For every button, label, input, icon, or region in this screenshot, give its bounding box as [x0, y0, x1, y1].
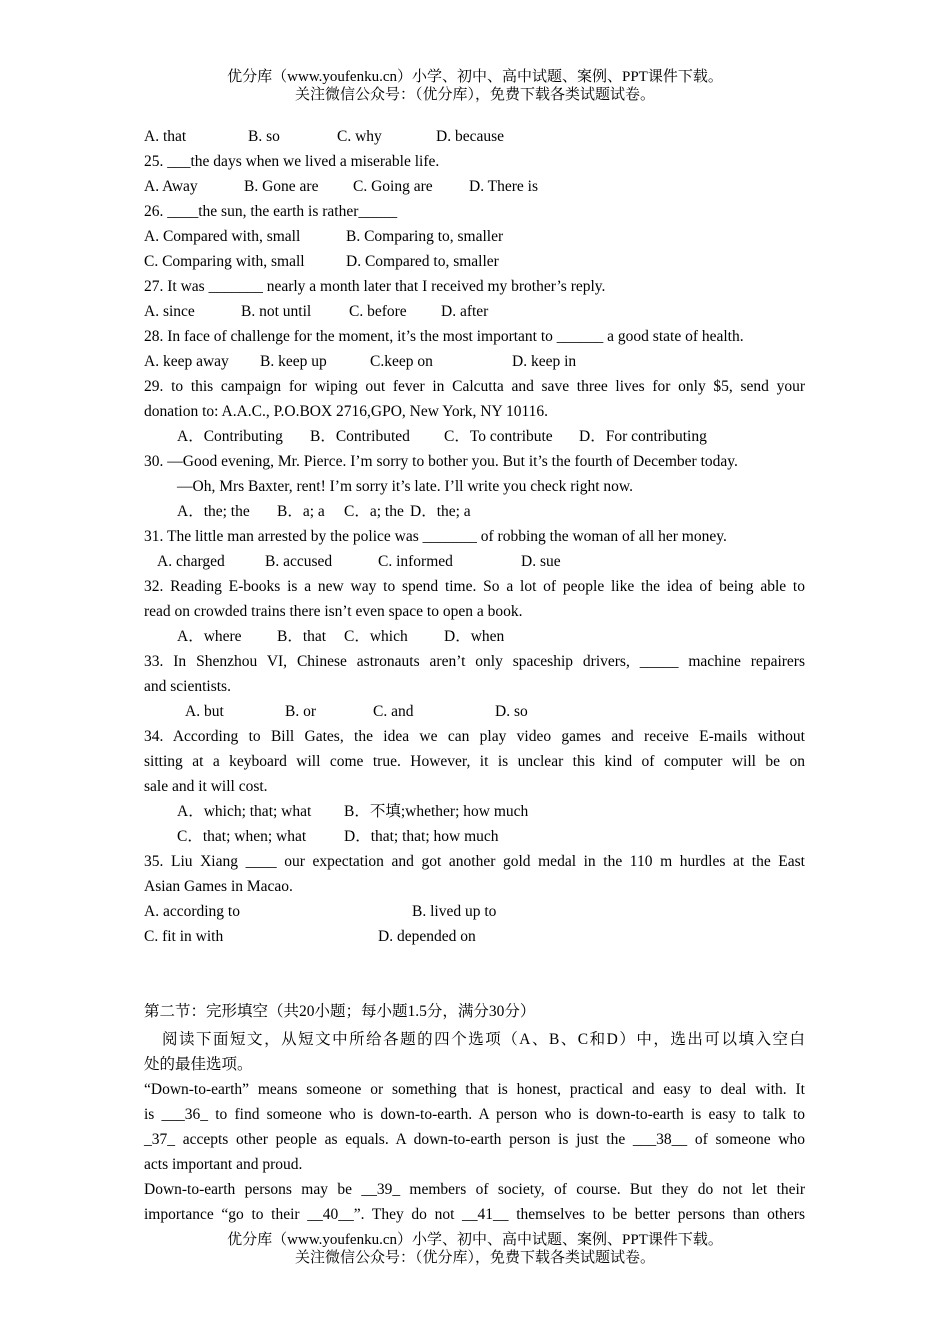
q28-option-b: B. keep up: [260, 353, 327, 370]
q31-option-d: D. sue: [521, 553, 561, 570]
q33-option-a: A. but: [185, 703, 224, 720]
q31-option-c: C. informed: [378, 553, 453, 570]
footer-line-1: 优分库（www.youfenku.cn）小学、初中、高中试题、案例、PPT课件下载。: [227, 1232, 723, 1248]
q25-options: [144, 174, 805, 199]
exam-content: [144, 124, 805, 1227]
q28-option-a: A. keep away: [144, 353, 229, 370]
q28-option-d: D. keep in: [512, 353, 577, 370]
q28-option-c: C.keep on: [370, 353, 433, 370]
q35-option-c: C. fit in with: [144, 928, 224, 945]
q29-options: [144, 424, 805, 449]
q35-options-row2: [144, 924, 805, 949]
q26-options-row2: [144, 249, 805, 274]
q33-stem-line-2: and scientists.: [144, 678, 231, 695]
q28-stem: 28. In face of challenge for the moment, it’s the most important to ______ a good state of health.: [144, 328, 744, 345]
q34-option-a: A．which; that; what: [177, 803, 312, 820]
q29-option-d: D．For contributing: [579, 428, 707, 445]
q26-option-d: D. Compared to, smaller: [346, 253, 499, 270]
q33-option-b: B. or: [285, 703, 316, 720]
q29-option-a: A．Contributing: [177, 428, 283, 445]
q35-stem-line-2: Asian Games in Macao.: [144, 878, 293, 895]
passage-line-3: _37_ accepts other people as equals. A down-to-earth person is just the ___38__ of someone who: [144, 1131, 805, 1148]
q30-stem-line-1: 30. —Good evening, Mr. Pierce. I’m sorry to bother you. But it’s the fourth of December today.: [144, 453, 738, 470]
q27-option-a: A. since: [144, 303, 195, 320]
q32-stem-line-2: read on crowded trains there isn’t even space to open a book.: [144, 603, 523, 620]
q34-option-c: C．that; when; what: [177, 828, 307, 845]
q32-option-a: A．where: [177, 628, 242, 645]
q27-option-c: C. before: [349, 303, 407, 320]
q30-options: [144, 499, 805, 524]
q25-option-d: D. There is: [469, 178, 539, 195]
q27-option-b: B. not until: [241, 303, 312, 320]
q24-option-c: C. why: [337, 128, 382, 145]
q33-option-c: C. and: [373, 703, 414, 720]
q34-stem-line-3: sale and it will cost.: [144, 778, 268, 795]
q28-options: [144, 349, 805, 374]
q31-option-a: A. charged: [157, 553, 225, 570]
q30-option-c: C．a; the: [344, 503, 404, 520]
q30-stem-line-2: —Oh, Mrs Baxter, rent! I’m sorry it’s late. I’ll write you check right now.: [177, 478, 633, 495]
q35-options-row1: [144, 899, 805, 924]
q26-option-b: B. Comparing to, smaller: [346, 228, 504, 245]
q32-option-c: C．which: [344, 628, 408, 645]
q34-option-b: B．不填;whether; how much: [344, 803, 529, 820]
section2-instruction-line-1: 阅读下面短文，从短文中所给各题的四个选项（A、B、C和D）中，选出可以填入空白: [162, 1031, 805, 1048]
q26-stem: 26. ____the sun, the earth is rather_____: [144, 203, 398, 220]
q29-option-b: B．Contributed: [310, 428, 410, 445]
section-gap: [144, 949, 805, 997]
header-line-1: 优分库（www.youfenku.cn）小学、初中、高中试题、案例、PPT课件下载。: [227, 69, 723, 85]
q27-option-d: D. after: [441, 303, 489, 320]
q31-option-b: B. accused: [265, 553, 333, 570]
q31-options: [144, 549, 805, 574]
q24-option-b: B. so: [248, 128, 280, 145]
q25-option-b: B. Gone are: [244, 178, 319, 195]
page-header: [0, 68, 950, 104]
section2-instruction-line-2: 处的最佳选项。: [144, 1056, 253, 1073]
q32-options: [144, 624, 805, 649]
q24-option-d: D. because: [436, 128, 504, 145]
footer-line-2: 关注微信公众号：（优分库），免费下载各类试题试卷。: [294, 1250, 655, 1266]
q26-option-c: C. Comparing with, small: [144, 253, 305, 270]
passage-line-4: acts important and proud.: [144, 1156, 303, 1173]
q30-option-a: A．the; the: [177, 503, 250, 520]
q34-option-d: D．that; that; how much: [344, 828, 499, 845]
q34-options-row2: [144, 824, 805, 849]
header-line-2: 关注微信公众号：（优分库），免费下载各类试题试卷。: [294, 87, 655, 103]
q30-option-b: B．a; a: [277, 503, 325, 520]
q25-stem: 25. ___the days when we lived a miserable life.: [144, 153, 440, 170]
q32-stem-line-1: 32. Reading E-books is a new way to spend time. So a lot of people like the idea of being able to: [144, 578, 805, 595]
q24-options: [144, 124, 805, 149]
q27-stem: 27. It was _______ nearly a month later that I received my brother’s reply.: [144, 278, 606, 295]
q32-option-d: D．when: [444, 628, 505, 645]
q29-stem-line-2: donation to: A.A.C., P.O.BOX 2716,GPO, New York, NY 10116.: [144, 403, 549, 420]
q34-stem-line-1: 34. According to Bill Gates, the idea we can play video games and receive E-mails without: [144, 728, 805, 745]
q33-stem-line-1: 33. In Shenzhou VI, Chinese astronauts aren’t only spaceship drivers, _____ machine repairers: [144, 653, 805, 670]
passage-line-5: Down-to-earth persons may be __39_ members of society, of course. But they do not let their: [144, 1181, 805, 1198]
passage-line-6: importance “go to their __40__”. They do not __41__ themselves to be better persons than others: [144, 1206, 805, 1223]
q29-stem-line-1: 29. to this campaign for wiping out fever in Calcutta and save three lives for only $5, send your: [144, 378, 805, 395]
q30-option-d: D．the; a: [410, 503, 471, 520]
q34-stem-line-2: sitting at a keyboard will come true. However, it is unclear this kind of computer will be on: [144, 753, 805, 770]
passage-line-1: “Down-to-earth” means someone or something that is honest, practical and easy to deal with. It: [144, 1081, 805, 1098]
q26-options-row1: [144, 224, 805, 249]
section2-title: 第二节：完形填空（共20小题；每小题1.5分，满分30分）: [144, 1003, 536, 1020]
q25-option-a: A. Away: [144, 178, 198, 195]
q33-options: [144, 699, 805, 724]
q25-option-c: C. Going are: [353, 178, 433, 195]
q29-option-c: C．To contribute: [444, 428, 553, 445]
q33-option-d: D. so: [495, 703, 528, 720]
q35-option-a: A. according to: [144, 903, 240, 920]
q35-stem-line-1: 35. Liu Xiang ____ our expectation and got another gold medal in the 110 m hurdles at the East: [144, 853, 805, 870]
q27-options: [144, 299, 805, 324]
q35-option-b: B. lived up to: [412, 903, 497, 920]
q34-options-row1: [144, 799, 805, 824]
q35-option-d: D. depended on: [378, 928, 476, 945]
q31-stem: 31. The little man arrested by the police was _______ of robbing the woman of all her money.: [144, 528, 727, 545]
passage-line-2: is ___36_ to find someone who is down-to-earth. A person who is down-to-earth is easy to talk to: [144, 1106, 805, 1123]
q26-option-a: A. Compared with, small: [144, 228, 301, 245]
q24-option-a: A. that: [144, 128, 187, 145]
q32-option-b: B．that: [277, 628, 327, 645]
page-footer: [0, 1231, 950, 1267]
